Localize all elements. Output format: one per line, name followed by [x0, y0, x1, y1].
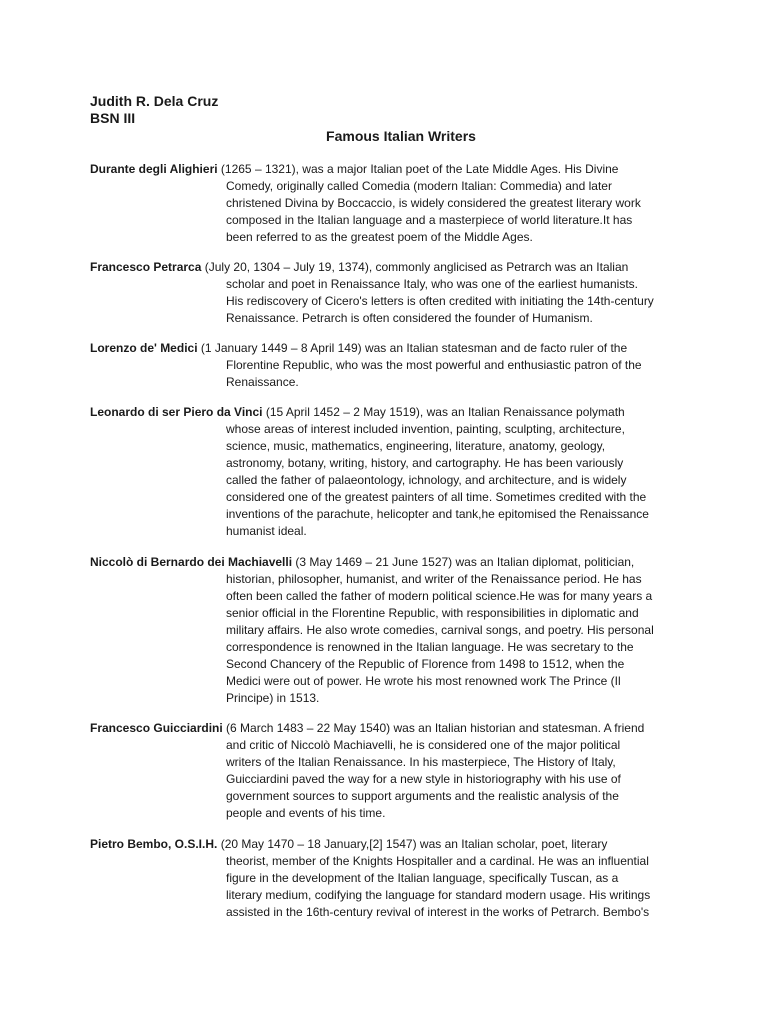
entry-text: literary medium, codifying the language for standard modern usage. His writings	[226, 888, 651, 902]
entry-text: christened Divina by Boccaccio, is widely considered the greatest literary work	[226, 196, 641, 210]
entry-text: writers of the Italian Renaissance. In his masterpiece, The History of Italy,	[226, 755, 616, 769]
entry-text: Florentine Republic, who was the most powerful and enthusiastic patron of the	[226, 358, 642, 372]
entry-first-line	[90, 340, 690, 357]
entry-text: scholar and poet in Renaissance Italy, who was one of the earliest humanists.	[226, 277, 639, 291]
entry-text: and critic of Niccolò Machiavelli, he is considered one of the major political	[226, 738, 621, 752]
entry-text: Principe) in 1513.	[226, 691, 320, 705]
entry-text: astronomy, botany, writing, history, and cartography. He has been variously	[226, 456, 624, 470]
entry-text: government sources to support arguments and the realistic analysis of the	[226, 789, 619, 803]
writer-entry	[90, 836, 690, 921]
entry-text: humanist ideal.	[226, 524, 307, 538]
entry-text: historian, philosopher, humanist, and writer of the Renaissance period. He has	[226, 572, 642, 586]
entry-text: Comedy, originally called Comedia (modern Italian: Commedia) and later	[226, 179, 612, 193]
entry-text: considered one of the greatest painters of all time. Sometimes credited with the	[226, 490, 647, 504]
entry-text: assisted in the 16th-century revival of interest in the works of Petrarch. Bembo's	[226, 905, 650, 919]
writer-name: Durante degli Alighieri	[90, 162, 218, 176]
entry-text: Medici were out of power. He wrote his most renowned work The Prince (Il	[226, 674, 621, 688]
entry-text: (15 April 1452 – 2 May 1519), was an Italian Renaissance polymath	[262, 405, 625, 419]
entry-first-line	[90, 836, 690, 853]
entry-text: (20 May 1470 – 18 January,[2] 1547) was an Italian scholar, poet, literary	[217, 837, 608, 851]
entry-first-line	[90, 404, 690, 421]
writer-name: Francesco Petrarca	[90, 260, 202, 274]
entry-text: Guicciardini paved the way for a new style in historiography with his use of	[226, 772, 621, 786]
entry-text: composed in the Italian language and a masterpiece of world literature.It has	[226, 213, 633, 227]
entry-text: theorist, member of the Knights Hospitaller and a cardinal. He was an influential	[226, 854, 649, 868]
entry-text: (6 March 1483 – 22 May 1540) was an Italian historian and statesman. A friend	[222, 721, 645, 735]
entry-text: (1265 – 1321), was a major Italian poet of the Late Middle Ages. His Divine	[217, 162, 619, 176]
writer-entry	[90, 340, 690, 391]
document-title: Famous Italian Writers	[326, 128, 476, 144]
course-label: BSN III	[90, 110, 136, 126]
entry-first-line	[90, 161, 690, 178]
writer-name: Lorenzo de' Medici	[90, 341, 198, 355]
entry-text: often been called the father of modern political science.He was for many years a	[226, 589, 653, 603]
entry-text: military affairs. He also wrote comedies, carnival songs, and poetry. His personal	[226, 623, 654, 637]
entry-text: figure in the development of the Italian language, specifically Tuscan, as a	[226, 871, 619, 885]
entry-text: (July 20, 1304 – July 19, 1374), commonly anglicised as Petrarch was an Italian	[201, 260, 629, 274]
author-block	[90, 93, 218, 127]
writer-entry	[90, 554, 690, 707]
entry-first-line	[90, 720, 690, 737]
writer-name: Pietro Bembo, O.S.I.H.	[90, 837, 218, 851]
writer-entry	[90, 404, 690, 540]
entry-text: (1 January 1449 – 8 April 149) was an Italian statesman and de facto ruler of the	[197, 341, 628, 355]
entry-text: Renaissance.	[226, 375, 299, 389]
entry-first-line	[90, 259, 690, 276]
entry-text: been referred to as the greatest poem of the Middle Ages.	[226, 230, 533, 244]
writer-name: Niccolò di Bernardo dei Machiavelli	[90, 555, 293, 569]
author-name: Judith R. Dela Cruz	[90, 93, 219, 109]
entry-text: Second Chancery of the Republic of Florence from 1498 to 1512, when the	[226, 657, 625, 671]
entry-text: people and events of his time.	[226, 806, 386, 820]
writer-entry	[90, 161, 690, 246]
entry-text: science, music, mathematics, engineering, literature, anatomy, geology,	[226, 439, 606, 453]
entry-first-line	[90, 554, 690, 571]
entry-text: called the father of palaeontology, ichnology, and architecture, and is widely	[226, 473, 627, 487]
entry-text: His rediscovery of Cicero's letters is often credited with initiating the 14th-century	[226, 294, 654, 308]
writer-entry	[90, 259, 690, 327]
writer-name: Leonardo di ser Piero da Vinci	[90, 405, 263, 419]
entry-text: correspondence is renowned in the Italian language. He was secretary to the	[226, 640, 634, 654]
writer-name: Francesco Guicciardini	[90, 721, 223, 735]
entry-text: (3 May 1469 – 21 June 1527) was an Italian diplomat, politician,	[292, 555, 635, 569]
entry-text: Renaissance. Petrarch is often considered the founder of Humanism.	[226, 311, 593, 325]
entry-text: whose areas of interest included invention, painting, sculpting, architecture,	[226, 422, 625, 436]
writer-entry	[90, 720, 690, 822]
entry-text: inventions of the parachute, helicopter and tank,he epitomised the Renaissance	[226, 507, 649, 521]
entry-text: senior official in the Florentine Republic, with responsibilities in diplomatic and	[226, 606, 639, 620]
